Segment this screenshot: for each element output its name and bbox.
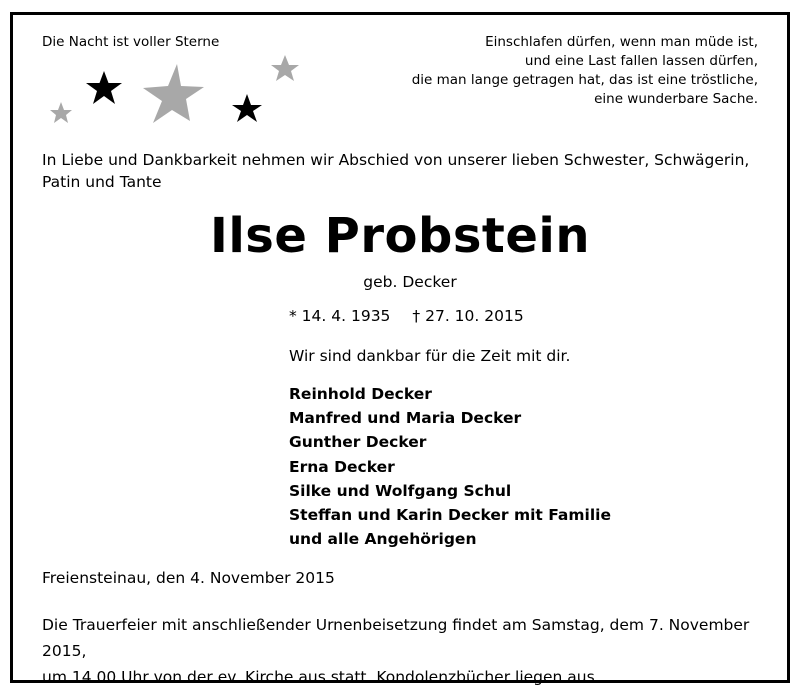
place-date: Freiensteinau, den 4. November 2015	[42, 569, 335, 587]
birth-date: * 14. 4. 1935	[289, 307, 391, 325]
star-icon	[50, 102, 72, 123]
quote-left: Die Nacht ist voller Sterne	[42, 34, 220, 50]
mourner-item: Erna Decker	[289, 457, 395, 476]
quote-right-line: die man lange getragen hat, das ist eine tröstliche,	[411, 72, 758, 88]
death-date: † 27. 10. 2015	[412, 307, 524, 325]
deceased-name: Ilse Probstein	[209, 208, 591, 264]
mourner-item: Steffan und Karin Decker mit Familie	[289, 506, 611, 525]
life-dates	[289, 305, 524, 327]
quote-right	[338, 33, 758, 109]
stars-decoration	[40, 54, 310, 134]
star-icon	[86, 71, 122, 104]
star-icon	[271, 55, 299, 81]
quote-right-line: und eine Last fallen lassen dürfen,	[524, 53, 758, 69]
notice-line: um 14.00 Uhr von der ev. Kirche aus statt. Kondolenzbücher liegen aus.	[42, 668, 600, 686]
mourner-item: und alle Angehörigen	[289, 530, 477, 549]
mourner-item: Gunther Decker	[289, 433, 427, 452]
thanks-text: Wir sind dankbar für die Zeit mit dir.	[289, 347, 571, 365]
funeral-notice	[42, 612, 772, 690]
mourner-item: Silke und Wolfgang Schul	[289, 481, 512, 500]
notice-line: Die Trauerfeier mit anschließender Urnenbeisetzung findet am Samstag, dem 7. November 2015,	[42, 616, 750, 660]
star-icon	[143, 64, 204, 123]
quote-right-line: Einschlafen dürfen, wenn man müde ist,	[485, 34, 758, 50]
intro-text: In Liebe und Dankbarkeit nehmen wir Abschied von unserer lieben Schwester, Schwägerin, Patin und Tante	[42, 151, 750, 191]
mourners-list	[289, 382, 611, 551]
quote-right-line: eine wunderbare Sache.	[594, 91, 758, 107]
maiden-name: geb. Decker	[363, 273, 457, 291]
mourner-item: Reinhold Decker	[289, 385, 432, 403]
mourner-item: Manfred und Maria Decker	[289, 409, 522, 428]
star-icon	[232, 94, 262, 122]
